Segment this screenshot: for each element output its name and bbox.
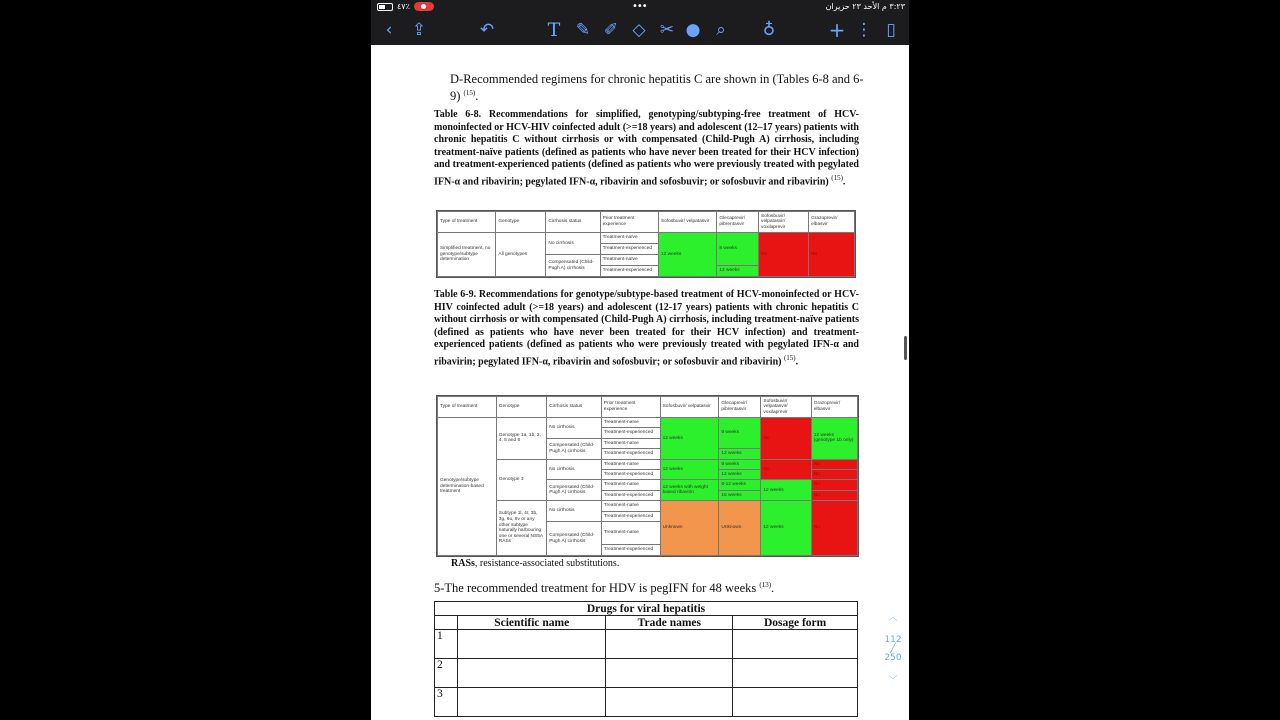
type-cell: Genotype/subtype determination-based treatment	[438, 418, 497, 556]
table-6-9-caption: Table 6-9. Recommendations for genotype/subtype-based treatment of HCV-monoinfected or HCV-HIV coinfected adult (>=18 years) and adolescent (12-17 years) patients with chronic hepatitis C without cirrhosis or with compensated (Child-Pugh A) cirrhosis, including treatment-naïve patients (defined as patients who have never been treated for their HCV infection) and treatment-experienced patients (defined as patients who were previously treated with pegylated IFN-α and ribavirin; pegylated IFN-α, ribavirin and sofosbuvir; or sofosbuvir and ribavirin) $^{(15)}$.	[434, 289, 859, 368]
header-cell: Type of treatment	[438, 212, 496, 233]
regimen-cell: 8 weeks	[717, 233, 759, 266]
clock: ٣:٢٣ م الأحد ٢٣ حزيران	[825, 2, 905, 11]
header-cell: Type of treatment	[438, 397, 497, 418]
prior-cell: Treatment-experienced	[601, 490, 660, 500]
column-header: Trade names	[606, 616, 733, 630]
prior-cell: Treatment-naïve	[601, 438, 660, 448]
regimen-cell: No	[759, 233, 809, 277]
cirrhosis-cell: No cirrhosis	[547, 501, 602, 522]
header-cell: Grazoprevir/ elbasvir	[811, 397, 857, 418]
prior-cell: Treatment-naïve	[601, 522, 660, 545]
prior-cell: Treatment-experienced	[601, 545, 660, 556]
column-header: Scientific name	[458, 616, 606, 630]
row-number: 2	[435, 659, 458, 688]
row-number: 3	[435, 688, 458, 717]
header-cell: Sofosbuvir/ velpatasvir/ voxilaprevir	[761, 397, 811, 418]
header-cell: Prior treatment experience	[601, 397, 660, 418]
prior-cell: Treatment-naïve	[601, 501, 660, 511]
regimen-cell: 12 weeks (genotype 1b only)	[811, 418, 857, 460]
regimen-cell: 12 weeks	[761, 480, 811, 501]
cirrhosis-cell: No cirrhosis	[546, 233, 600, 255]
table-6-8-figure	[436, 210, 856, 278]
back-chevron-icon[interactable]: ‹	[385, 20, 393, 40]
header-cell: Cirrhosis status	[546, 212, 600, 233]
regimen-cell: Unknown	[660, 501, 719, 556]
text-tool-icon[interactable]: T	[547, 19, 561, 41]
header-cell: Sofosbuvir/ velpatasvir	[660, 397, 719, 418]
regimen-cell: Unknown	[719, 501, 761, 556]
regimen-cell: No	[811, 480, 857, 490]
cirrhosis-cell: Compensated (Child-Pugh A) cirrhosis	[546, 255, 600, 277]
prior-cell: Treatment-experienced	[600, 244, 658, 255]
header-cell: Genotype	[496, 397, 546, 418]
prior-cell: Treatment-naïve	[601, 459, 660, 469]
regimen-cell: 8-12 weeks	[719, 480, 761, 490]
regimen-cell: 16 weeks	[719, 490, 761, 500]
regimen-cell: 12 weeks	[660, 418, 719, 460]
pen-icon[interactable]: ✎	[575, 20, 591, 40]
current-page: 112	[884, 635, 902, 645]
genotype-cell: Genotype 3	[496, 459, 546, 501]
microphone-icon[interactable]: ♁	[762, 20, 776, 40]
regimen-cell: No	[761, 418, 811, 460]
prior-cell: Treatment-naïve	[601, 418, 660, 428]
regimen-cell: No	[809, 233, 855, 277]
share-icon[interactable]: ⇪	[411, 20, 427, 40]
cirrhosis-cell: Compensated (Child-Pugh A) cirrhosis	[547, 438, 602, 459]
type-cell: Simplified treatment, no genotype/subtype determination	[438, 233, 496, 277]
drugs-table	[434, 601, 858, 717]
genotype-cell: Subtype 1l, 4r, 3b, 3g, 6u, 6v or any other subtype naturally harbouring one or several NS5A RASs	[496, 501, 546, 556]
page-divider: ╱	[890, 644, 896, 654]
genotype-cell: Genotype 1a, 1b, 2, 4, 5 and 6	[496, 418, 546, 460]
multitask-dots[interactable]: •••	[632, 1, 647, 12]
regimen-cell: No	[761, 459, 811, 480]
total-pages: 250	[884, 653, 902, 663]
scroll-indicator[interactable]	[904, 336, 907, 360]
annotation-toolbar	[371, 14, 909, 45]
prior-cell: Treatment-naïve	[600, 255, 658, 266]
regimen-cell: 12 weeks	[717, 266, 759, 277]
prior-cell: Treatment-naïve	[600, 233, 658, 244]
table-6-8-caption: Table 6-8. Recommendations for simplified, genotyping/subtyping-free treatment of HCV-monoinfected or HCV-HIV coinfected adult (>=18 years) and adolescent (12–17 years) patients with chronic hepatitis C without cirrhosis or with compensated (Child-Pugh A) cirrhosis, including treatment-naïve patients (defined as patients who have never been treated for their HCV infection) and treatment-experienced patients (defined as patients who were previously treated with pegylated IFN-α and ribavirin; pegylated IFN-α, ribavirin and sofosbuvir; or sofosbuvir and ribavirin) $^{(15)}$.	[434, 109, 859, 188]
regimen-cell: No	[811, 470, 857, 480]
prior-cell: Treatment-experienced	[601, 470, 660, 480]
column-header: Dosage form	[733, 616, 858, 630]
table-6-9-figure	[436, 395, 859, 557]
header-cell: Genotype	[496, 212, 546, 233]
add-icon[interactable]: +	[828, 18, 846, 42]
regimen-cell: 12 weeks	[719, 449, 761, 459]
regimen-cell: No	[811, 501, 857, 556]
ipad-screen	[371, 0, 909, 720]
hdv-paragraph: 5-The recommended treatment for HDV is pegIFN for 48 weeks $^{(13)}$.	[434, 581, 775, 596]
page-down-icon[interactable]: ﹀	[888, 676, 898, 686]
regimen-cell: 12 weeks with weight based ribavirin	[660, 480, 719, 501]
header-cell: Grazoprevir/ elbasvir	[809, 212, 855, 233]
row-number: 1	[435, 630, 458, 659]
prior-cell: Treatment-experienced	[601, 428, 660, 438]
more-icon[interactable]: ⋮	[855, 20, 873, 40]
battery-percent: ٤٧٪	[397, 2, 410, 11]
battery-icon	[377, 3, 393, 11]
cirrhosis-cell: No cirrhosis	[547, 418, 602, 439]
scissors-icon[interactable]: ✂	[659, 20, 675, 40]
regimen-cell: No	[811, 490, 857, 500]
header-cell: Sofosbuvir/ velpatasvir/ voxilaprevir	[759, 212, 809, 233]
screen-record-icon	[414, 2, 434, 11]
color-icon[interactable]: ●	[685, 20, 701, 40]
drugs-table-title: Drugs for viral hepatitis	[435, 602, 858, 616]
header-cell: Cirrhosis status	[547, 397, 602, 418]
regimen-cell: 12 weeks	[719, 470, 761, 480]
regimen-cell: 12 weeks	[660, 459, 719, 480]
paragraph-d: D-Recommended regimens for chronic hepatitis C are shown in (Tables 6-8 and 6-9) $^{(15)}$.	[450, 72, 864, 104]
regimen-cell: 8 weeks	[719, 459, 761, 469]
regimen-cell: 12 weeks	[658, 233, 716, 277]
pdf-page	[371, 45, 909, 720]
cirrhosis-cell: No cirrhosis	[547, 459, 602, 480]
prior-cell: Treatment-experienced	[601, 511, 660, 521]
prior-cell: Treatment-experienced	[601, 449, 660, 459]
index-header	[435, 616, 458, 630]
eraser-icon[interactable]: ◇	[632, 20, 646, 40]
header-cell: Sofosbuvir/ velpatasvir	[658, 212, 716, 233]
lasso-icon[interactable]: ⌕	[716, 20, 726, 40]
regimen-cell: No	[811, 459, 857, 469]
undo-icon[interactable]: ↶	[479, 20, 495, 40]
genotype-cell: All genotypes	[496, 233, 546, 277]
cirrhosis-cell: Compensated (Child-Pugh A) cirrhosis	[547, 480, 602, 501]
pages-icon[interactable]: ▯	[886, 20, 896, 40]
header-cell: Glecaprevir/ pibrentasvir	[717, 212, 759, 233]
ras-footnote: RASs, resistance-associated substitutions.	[451, 558, 620, 569]
status-bar	[371, 0, 909, 14]
cirrhosis-cell: Compensated (Child-Pugh A) cirrhosis	[547, 522, 602, 556]
prior-cell: Treatment-naïve	[601, 480, 660, 490]
highlighter-icon[interactable]: ✐	[603, 20, 619, 40]
page-navigator	[881, 610, 905, 695]
regimen-cell: 12 weeks	[761, 501, 811, 556]
prior-cell: Treatment-experienced	[600, 266, 658, 277]
header-cell: Prior treatment experience	[600, 212, 658, 233]
regimen-cell: 8 weeks	[719, 418, 761, 449]
page-up-icon[interactable]: ︿	[888, 613, 898, 623]
header-cell: Glecaprevir/ pibrentasvir	[719, 397, 761, 418]
